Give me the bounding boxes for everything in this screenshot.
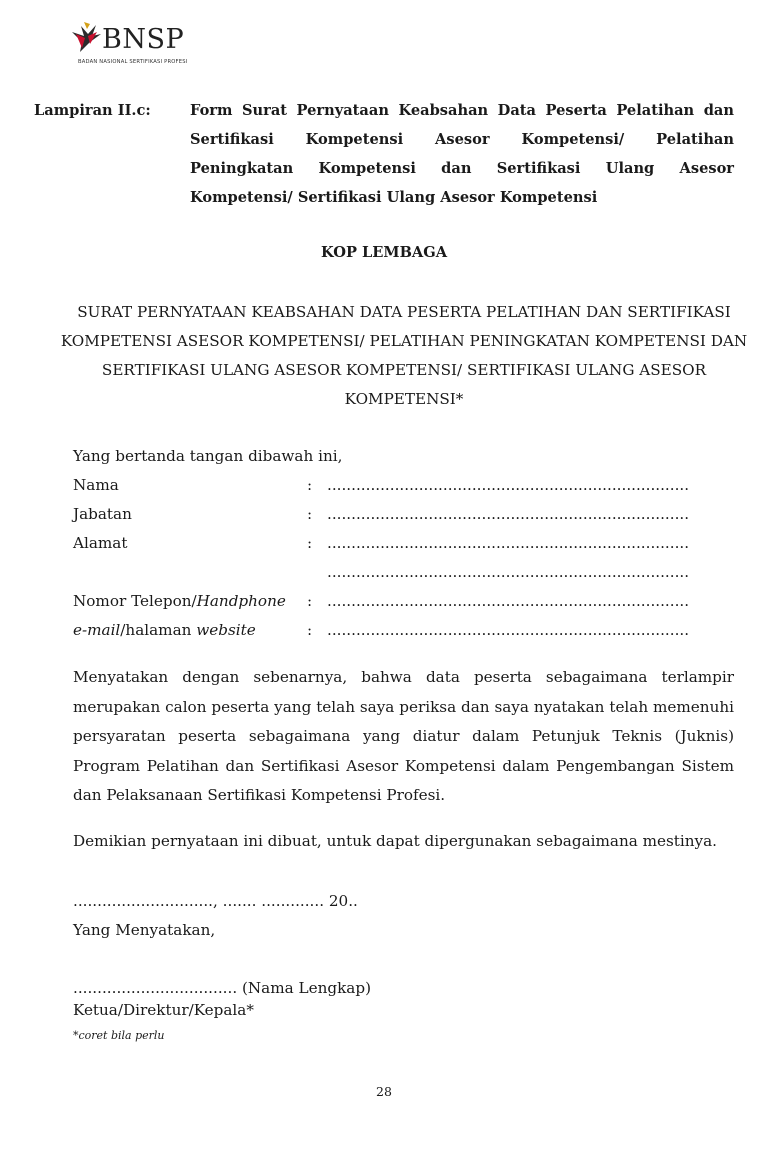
- label-part-italic: website: [196, 621, 256, 639]
- field-telepon: [73, 588, 733, 614]
- field-colon: :: [307, 476, 313, 494]
- field-colon: :: [307, 592, 313, 610]
- bnsp-emblem-icon: [70, 22, 104, 56]
- field-blank: ...........................................................................: [327, 534, 690, 552]
- field-blank: ...........................................................................: [327, 505, 690, 523]
- statement-title: SURAT PERNYATAAN KEABSAHAN DATA PESERTA PELATIHAN DAN SERTIFIKASI KOMPETENSI ASESOR KOMPETENSI/ PELATIHAN PENINGKATAN KOMPETENSI DAN SERTIFIKASI ULANG ASESOR KOMPETENSI/ SERTIFIKASI ULANG ASESOR KOMPETENSI*: [60, 303, 748, 408]
- lampiran-label: Lampiran II.c:: [34, 102, 151, 119]
- field-blank: ...........................................................................: [327, 563, 690, 581]
- field-label: [73, 588, 286, 614]
- field-label: Nama: [73, 476, 119, 494]
- label-part: /halaman: [120, 621, 197, 639]
- statement-paragraph: Menyatakan dengan sebenarnya, bahwa data peserta sebagaimana terlampir merupakan calon peserta yang telah saya periksa dan saya nyatakan telah memenuhi persyaratan peserta sebagaimana yang diatur dalam Petunjuk Teknis (Juknis) Program Pelatihan dan Sertifikasi Asesor Kompetensi dalam Pengembangan Sistem dan Pelaksanaan Sertifikasi Kompetensi Profesi.: [73, 668, 734, 804]
- field-label: Alamat: [73, 534, 128, 552]
- lampiran-text: Form Surat Pernyataan Keabsahan Data Peserta Pelatihan dan Sertifikasi Kompetensi Asesor Kompetensi/ Pelatihan Peningkatan Kompetensi dan Sertifikasi Ulang Asesor Kompetensi/ Sertifikasi Ulang Asesor Kompetensi: [190, 102, 734, 206]
- label-part-italic: Handphone: [196, 592, 286, 610]
- date-line: ............................., ....... ............. 20..: [73, 892, 358, 910]
- field-jabatan: [73, 501, 733, 527]
- field-nama: [73, 472, 733, 498]
- field-colon: :: [307, 534, 313, 552]
- field-blank: ...........................................................................: [327, 621, 690, 639]
- closing-paragraph: Demikian pernyataan ini dibuat, untuk dapat dipergunakan sebagaimana mestinya.: [73, 832, 717, 850]
- field-colon: :: [307, 621, 313, 639]
- yang-menyatakan: Yang Menyatakan,: [73, 921, 216, 939]
- intro-text: Yang bertanda tangan dibawah ini,: [73, 447, 343, 465]
- field-colon: :: [307, 505, 313, 523]
- bnsp-logo: [70, 22, 210, 70]
- page-number: 28: [376, 1084, 392, 1099]
- logo-wordmark: BNSP: [102, 24, 185, 55]
- kop-lembaga: KOP LEMBAGA: [320, 244, 448, 261]
- field-blank: ...........................................................................: [327, 592, 690, 610]
- label-part-italic: e-mail: [73, 621, 121, 639]
- field-alamat-line2: [73, 559, 733, 585]
- nama-lengkap-line: .................................. (Nama Lengkap): [73, 979, 372, 997]
- signatory-title: Ketua/Direktur/Kepala*: [73, 1001, 254, 1019]
- field-email: [73, 617, 733, 643]
- field-blank: ...........................................................................: [327, 476, 690, 494]
- label-part: Nomor Telepon/: [73, 592, 197, 610]
- logo-subtitle: BADAN NASIONAL SERTIFIKASI PROFESI: [78, 59, 188, 65]
- field-alamat: [73, 530, 733, 556]
- field-label: Jabatan: [73, 505, 132, 523]
- footnote: *coret bila perlu: [73, 1029, 165, 1042]
- field-label: [73, 617, 256, 643]
